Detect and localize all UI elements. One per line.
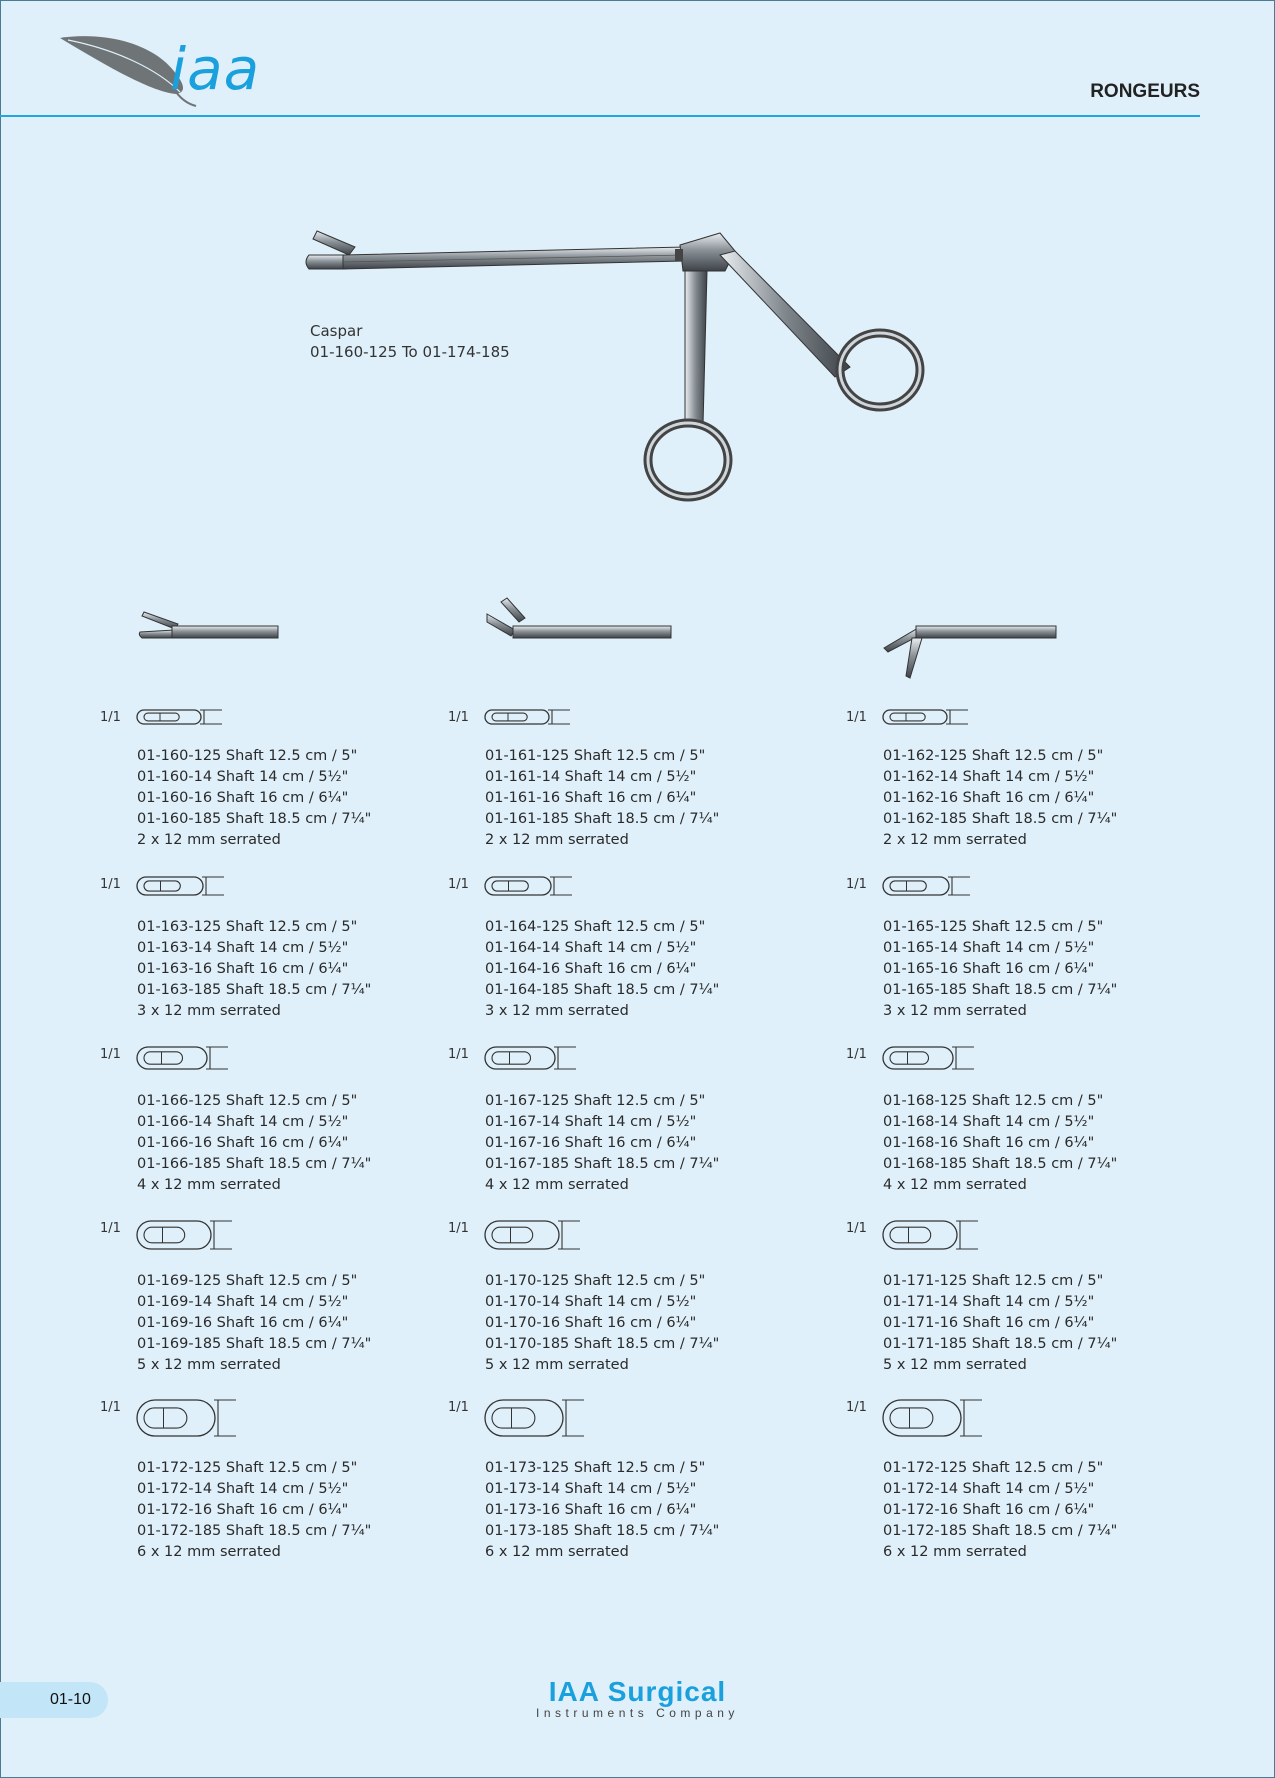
catalog-line: 01-166-14 Shaft 14 cm / 5½" bbox=[137, 1114, 349, 1130]
catalog-line: 01-161-125 Shaft 12.5 cm / 5" bbox=[485, 748, 706, 764]
catalog-line: 01-173-14 Shaft 14 cm / 5½" bbox=[485, 1481, 697, 1497]
spec-lines bbox=[883, 1271, 1117, 1376]
jaw-size-text: 3 x 12 mm serrated bbox=[137, 1003, 281, 1019]
jaw-size-text: 5 x 12 mm serrated bbox=[883, 1357, 1027, 1373]
jaw-profile-icon bbox=[882, 1219, 980, 1253]
jaw-profile-icon bbox=[484, 1045, 578, 1073]
jaw-profile-icon bbox=[484, 708, 572, 728]
hero-range: 01-160-125 To 01-174-185 bbox=[310, 343, 510, 361]
catalog-line: 01-172-125 Shaft 12.5 cm / 5" bbox=[137, 1460, 358, 1476]
catalog-line: 01-166-125 Shaft 12.5 cm / 5" bbox=[137, 1093, 358, 1109]
catalog-line: 01-162-16 Shaft 16 cm / 6¼" bbox=[883, 790, 1095, 806]
brand-subtitle: Instruments Company bbox=[536, 1706, 739, 1720]
catalog-line: 01-168-16 Shaft 16 cm / 6¼" bbox=[883, 1135, 1095, 1151]
catalog-line: 01-164-125 Shaft 12.5 cm / 5" bbox=[485, 919, 706, 935]
scale-label: 1/1 bbox=[448, 1047, 469, 1062]
scale-label: 1/1 bbox=[100, 710, 121, 725]
scale-label: 1/1 bbox=[846, 1047, 867, 1062]
catalog-line: 01-160-14 Shaft 14 cm / 5½" bbox=[137, 769, 349, 785]
jaw-size-text: 4 x 12 mm serrated bbox=[137, 1177, 281, 1193]
jaw-profile-icon bbox=[136, 875, 226, 899]
caspar-rongeur-illustration bbox=[305, 225, 1040, 545]
catalog-line: 01-160-16 Shaft 16 cm / 6¼" bbox=[137, 790, 349, 806]
catalog-line: 01-166-185 Shaft 18.5 cm / 7¼" bbox=[137, 1156, 372, 1172]
catalog-line: 01-161-185 Shaft 18.5 cm / 7¼" bbox=[485, 811, 720, 827]
catalog-line: 01-162-185 Shaft 18.5 cm / 7¼" bbox=[883, 811, 1118, 827]
scale-label: 1/1 bbox=[448, 877, 469, 892]
jaw-size-text: 5 x 12 mm serrated bbox=[137, 1357, 281, 1373]
catalog-line: 01-163-125 Shaft 12.5 cm / 5" bbox=[137, 919, 358, 935]
catalog-line: 01-170-125 Shaft 12.5 cm / 5" bbox=[485, 1273, 706, 1289]
jaw-profile-icon bbox=[882, 708, 970, 728]
catalog-line: 01-160-125 Shaft 12.5 cm / 5" bbox=[137, 748, 358, 764]
catalog-line: 01-170-185 Shaft 18.5 cm / 7¼" bbox=[485, 1336, 720, 1352]
spec-lines bbox=[883, 746, 1117, 851]
catalog-line: 01-165-185 Shaft 18.5 cm / 7¼" bbox=[883, 982, 1118, 998]
catalog-line: 01-167-125 Shaft 12.5 cm / 5" bbox=[485, 1093, 706, 1109]
catalog-line: 01-168-185 Shaft 18.5 cm / 7¼" bbox=[883, 1156, 1118, 1172]
catalog-line: 01-165-14 Shaft 14 cm / 5½" bbox=[883, 940, 1095, 956]
scale-label: 1/1 bbox=[846, 1400, 867, 1415]
catalog-line: 01-167-16 Shaft 16 cm / 6¼" bbox=[485, 1135, 697, 1151]
tip-straight-illustration bbox=[138, 604, 283, 649]
scale-label: 1/1 bbox=[846, 877, 867, 892]
spec-lines bbox=[883, 1091, 1117, 1196]
hero-name: Caspar bbox=[310, 322, 363, 340]
catalog-line: 01-171-125 Shaft 12.5 cm / 5" bbox=[883, 1273, 1104, 1289]
scale-label: 1/1 bbox=[100, 1047, 121, 1062]
catalog-line: 01-168-125 Shaft 12.5 cm / 5" bbox=[883, 1093, 1104, 1109]
jaw-size-text: 6 x 12 mm serrated bbox=[883, 1544, 1027, 1560]
jaw-profile-icon bbox=[882, 1045, 976, 1073]
scale-label: 1/1 bbox=[448, 1221, 469, 1236]
jaw-size-text: 5 x 12 mm serrated bbox=[485, 1357, 629, 1373]
catalog-line: 01-172-16 Shaft 16 cm / 6¼" bbox=[883, 1502, 1095, 1518]
spec-lines bbox=[137, 1091, 371, 1196]
catalog-line: 01-173-185 Shaft 18.5 cm / 7¼" bbox=[485, 1523, 720, 1539]
spec-lines bbox=[883, 1458, 1117, 1563]
catalog-line: 01-170-14 Shaft 14 cm / 5½" bbox=[485, 1294, 697, 1310]
scale-label: 1/1 bbox=[448, 1400, 469, 1415]
catalog-line: 01-171-16 Shaft 16 cm / 6¼" bbox=[883, 1315, 1095, 1331]
spec-lines bbox=[137, 1271, 371, 1376]
spec-lines bbox=[485, 917, 719, 1022]
catalog-line: 01-169-14 Shaft 14 cm / 5½" bbox=[137, 1294, 349, 1310]
jaw-profile-icon bbox=[136, 708, 224, 728]
catalog-line: 01-169-16 Shaft 16 cm / 6¼" bbox=[137, 1315, 349, 1331]
tip-upcurved-illustration bbox=[485, 594, 675, 649]
scale-label: 1/1 bbox=[846, 1221, 867, 1236]
catalog-line: 01-165-125 Shaft 12.5 cm / 5" bbox=[883, 919, 1104, 935]
section-title: RONGEURS bbox=[1090, 81, 1200, 102]
jaw-size-text: 2 x 12 mm serrated bbox=[485, 832, 629, 848]
jaw-profile-icon bbox=[484, 1219, 582, 1253]
catalog-line: 01-172-185 Shaft 18.5 cm / 7¼" bbox=[883, 1523, 1118, 1539]
jaw-profile-icon bbox=[484, 1398, 586, 1440]
catalog-line: 01-162-14 Shaft 14 cm / 5½" bbox=[883, 769, 1095, 785]
catalog-line: 01-171-14 Shaft 14 cm / 5½" bbox=[883, 1294, 1095, 1310]
jaw-size-text: 6 x 12 mm serrated bbox=[485, 1544, 629, 1560]
catalog-line: 01-172-14 Shaft 14 cm / 5½" bbox=[137, 1481, 349, 1497]
spec-lines bbox=[485, 1271, 719, 1376]
spec-lines bbox=[137, 917, 371, 1022]
catalog-line: 01-169-125 Shaft 12.5 cm / 5" bbox=[137, 1273, 358, 1289]
brand-name: IAA Surgical bbox=[548, 1676, 727, 1707]
catalog-line: 01-172-16 Shaft 16 cm / 6¼" bbox=[137, 1502, 349, 1518]
jaw-profile-icon bbox=[882, 1398, 984, 1440]
header-rule bbox=[0, 115, 1200, 117]
footer-brand bbox=[0, 1676, 1275, 1720]
catalog-line: 01-160-185 Shaft 18.5 cm / 7¼" bbox=[137, 811, 372, 827]
scale-label: 1/1 bbox=[448, 710, 469, 725]
spec-lines bbox=[137, 746, 371, 851]
catalog-line: 01-169-185 Shaft 18.5 cm / 7¼" bbox=[137, 1336, 372, 1352]
catalog-line: 01-172-185 Shaft 18.5 cm / 7¼" bbox=[137, 1523, 372, 1539]
jaw-size-text: 4 x 12 mm serrated bbox=[883, 1177, 1027, 1193]
jaw-size-text: 2 x 12 mm serrated bbox=[137, 832, 281, 848]
catalog-line: 01-164-14 Shaft 14 cm / 5½" bbox=[485, 940, 697, 956]
catalog-line: 01-163-16 Shaft 16 cm / 6¼" bbox=[137, 961, 349, 977]
catalog-line: 01-161-14 Shaft 14 cm / 5½" bbox=[485, 769, 697, 785]
jaw-profile-icon bbox=[882, 875, 972, 899]
jaw-size-text: 3 x 12 mm serrated bbox=[883, 1003, 1027, 1019]
spec-lines bbox=[883, 917, 1117, 1022]
catalog-line: 01-162-125 Shaft 12.5 cm / 5" bbox=[883, 748, 1104, 764]
catalog-line: 01-173-16 Shaft 16 cm / 6¼" bbox=[485, 1502, 697, 1518]
catalog-line: 01-170-16 Shaft 16 cm / 6¼" bbox=[485, 1315, 697, 1331]
jaw-profile-icon bbox=[136, 1398, 238, 1440]
jaw-size-text: 3 x 12 mm serrated bbox=[485, 1003, 629, 1019]
catalog-line: 01-164-16 Shaft 16 cm / 6¼" bbox=[485, 961, 697, 977]
catalog-line: 01-168-14 Shaft 14 cm / 5½" bbox=[883, 1114, 1095, 1130]
jaw-size-text: 4 x 12 mm serrated bbox=[485, 1177, 629, 1193]
catalog-line: 01-164-185 Shaft 18.5 cm / 7¼" bbox=[485, 982, 720, 998]
jaw-size-text: 6 x 12 mm serrated bbox=[137, 1544, 281, 1560]
catalog-line: 01-167-185 Shaft 18.5 cm / 7¼" bbox=[485, 1156, 720, 1172]
hero-caption bbox=[310, 321, 510, 363]
jaw-profile-icon bbox=[484, 875, 574, 899]
scale-label: 1/1 bbox=[846, 710, 867, 725]
tip-angled-down-illustration bbox=[880, 620, 1060, 682]
catalog-line: 01-166-16 Shaft 16 cm / 6¼" bbox=[137, 1135, 349, 1151]
jaw-profile-icon bbox=[136, 1045, 230, 1073]
jaw-profile-icon bbox=[136, 1219, 234, 1253]
spec-lines bbox=[485, 1091, 719, 1196]
scale-label: 1/1 bbox=[100, 877, 121, 892]
catalog-line: 01-165-16 Shaft 16 cm / 6¼" bbox=[883, 961, 1095, 977]
logo-text: iaa bbox=[170, 35, 261, 103]
catalog-line: 01-173-125 Shaft 12.5 cm / 5" bbox=[485, 1460, 706, 1476]
catalog-line: 01-163-185 Shaft 18.5 cm / 7¼" bbox=[137, 982, 372, 998]
catalog-line: 01-161-16 Shaft 16 cm / 6¼" bbox=[485, 790, 697, 806]
scale-label: 1/1 bbox=[100, 1400, 121, 1415]
page-number: 01-10 bbox=[50, 1691, 91, 1708]
catalog-line: 01-167-14 Shaft 14 cm / 5½" bbox=[485, 1114, 697, 1130]
catalog-line: 01-163-14 Shaft 14 cm / 5½" bbox=[137, 940, 349, 956]
catalog-line: 01-171-185 Shaft 18.5 cm / 7¼" bbox=[883, 1336, 1118, 1352]
catalog-line: 01-172-125 Shaft 12.5 cm / 5" bbox=[883, 1460, 1104, 1476]
jaw-size-text: 2 x 12 mm serrated bbox=[883, 832, 1027, 848]
scale-label: 1/1 bbox=[100, 1221, 121, 1236]
catalog-line: 01-172-14 Shaft 14 cm / 5½" bbox=[883, 1481, 1095, 1497]
spec-lines bbox=[485, 746, 719, 851]
spec-lines bbox=[485, 1458, 719, 1563]
spec-lines bbox=[137, 1458, 371, 1563]
